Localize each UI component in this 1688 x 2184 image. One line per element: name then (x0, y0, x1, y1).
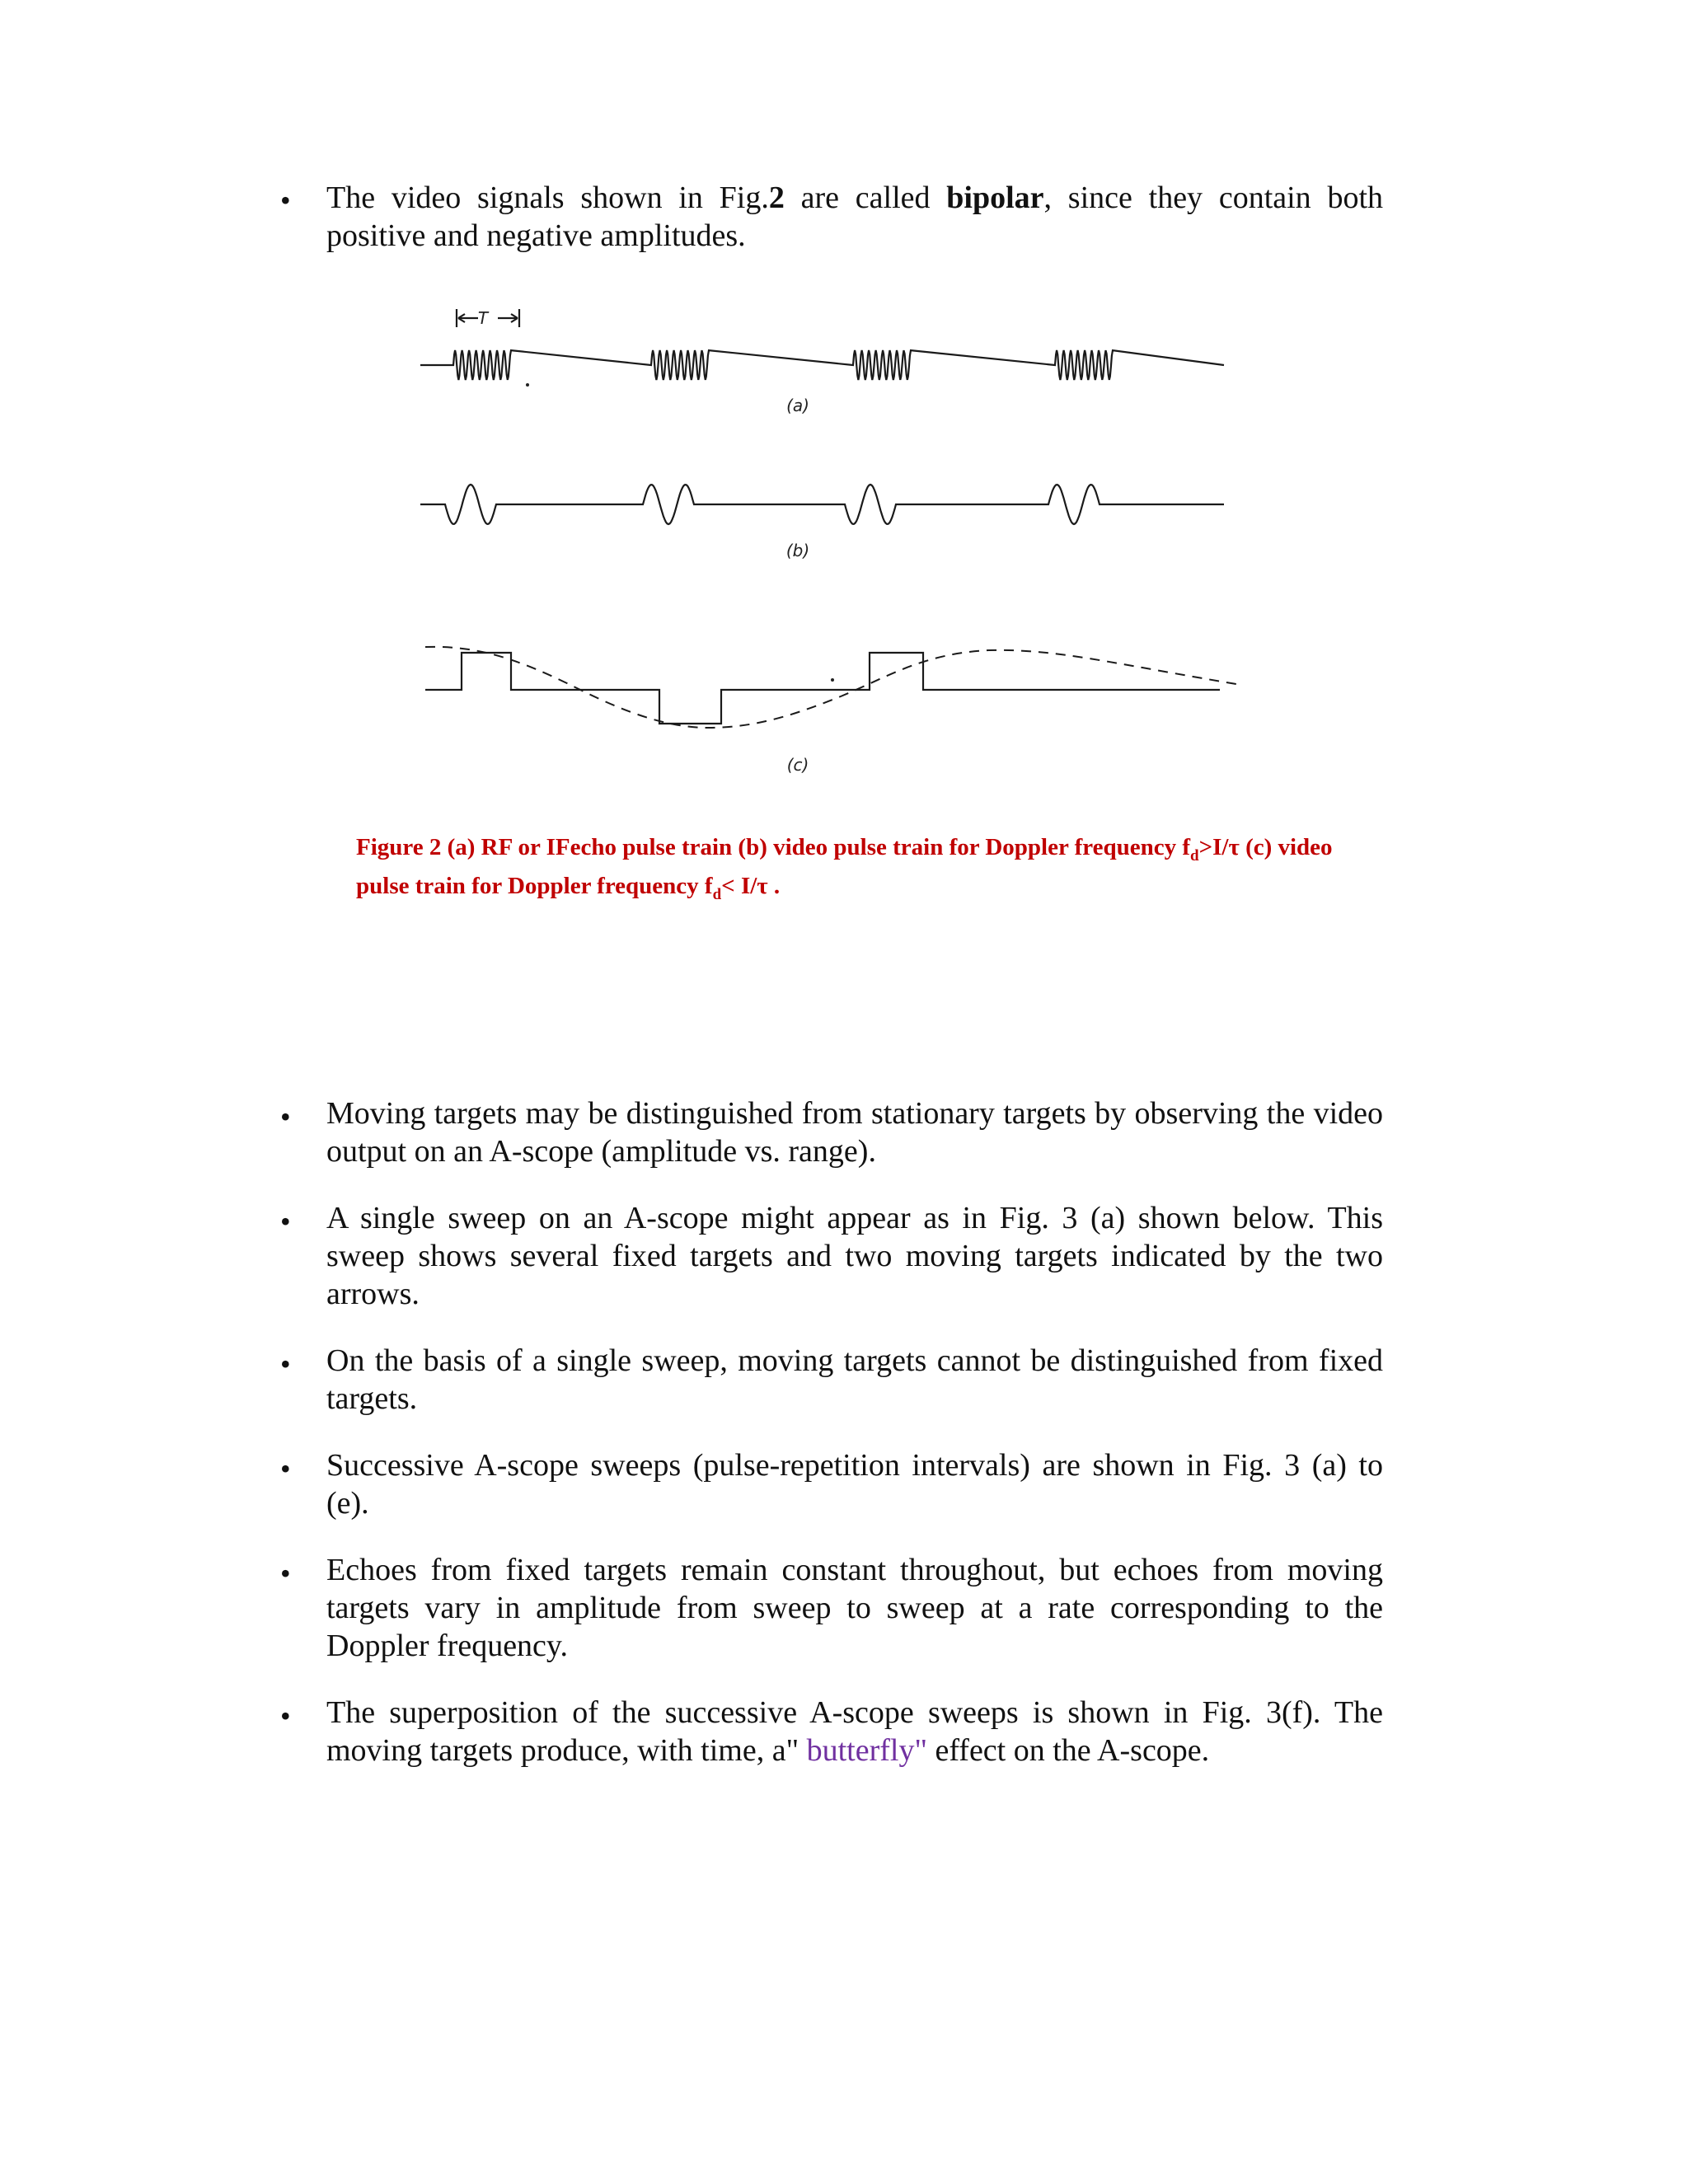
paragraph-single-sweep: A single sweep on an A-scope might appear as in Fig. 3 (a) shown below. This sweep shows several fixed targets and two moving targets indicated by the two arrows. (326, 1201, 1383, 1311)
bullet-symbol: • (280, 1699, 291, 1732)
caption-text: >I/τ (c) video pulse train for Doppler frequency f (356, 834, 1333, 899)
rf-pulse-train (420, 350, 1224, 380)
caption-text: Figure 2 (a) RF or IFecho pulse train (b) video pulse train for Doppler frequency f (356, 834, 1190, 860)
paragraph-successive-sweeps: Successive A-scope sweeps (pulse-repetition intervals) are shown in Fig. 3 (a) to (e). (326, 1448, 1383, 1521)
paragraph-superposition (326, 1694, 1383, 1769)
caption-subscript: d (1190, 846, 1199, 865)
text: The video signals shown in Fig. (326, 180, 769, 215)
text: The superposition of the successive A-scope sweeps is shown in Fig. 3(f). The moving targets produce, with time, a" (326, 1695, 1383, 1768)
figure-2-pulse-trains (412, 293, 1245, 787)
bipolar-term: bipolar (946, 180, 1044, 215)
text: effect on the A-scope. (926, 1733, 1210, 1768)
butterfly-term: butterfly" (799, 1733, 927, 1768)
tau-label: T (477, 308, 489, 328)
speck (831, 678, 834, 682)
video-pulse-train-c (425, 653, 1220, 724)
video-pulse-train-b (420, 485, 1224, 524)
doppler-envelope (425, 647, 1236, 728)
bullet-symbol: • (280, 1557, 291, 1590)
panel-label-b: (b) (785, 541, 810, 560)
bullet-symbol: • (280, 184, 291, 217)
caption-subscript: d (712, 885, 722, 903)
paragraph-echoes: Echoes from fixed targets remain constant throughout, but echoes from moving targets vary in amplitude from sweep to sweep at a rate corresponding to the Doppler frequency. (326, 1553, 1383, 1663)
panel-label-c: (c) (786, 755, 809, 775)
bullet-symbol: • (280, 1205, 291, 1238)
panel-label-a: (a) (786, 396, 809, 415)
fig-number: 2 (768, 180, 785, 215)
paragraph-moving-targets: Moving targets may be distinguished from stationary targets by observing the video output on an A-scope (amplitude vs. range). (326, 1096, 1383, 1169)
paragraph-single-sweep-basis: On the basis of a single sweep, moving targets cannot be distinguished from fixed targets. (326, 1343, 1383, 1416)
bullet-symbol: • (280, 1452, 291, 1485)
speck (526, 383, 529, 387)
text: , since they contain both positive and negative amplitudes. (326, 180, 1383, 253)
bullet-symbol: • (280, 1100, 291, 1133)
text: are called (784, 180, 947, 215)
bullet-symbol: • (280, 1347, 291, 1380)
figure-caption (356, 832, 1353, 910)
paragraph-bipolar (326, 179, 1383, 255)
caption-text: < I/τ . (721, 872, 781, 899)
